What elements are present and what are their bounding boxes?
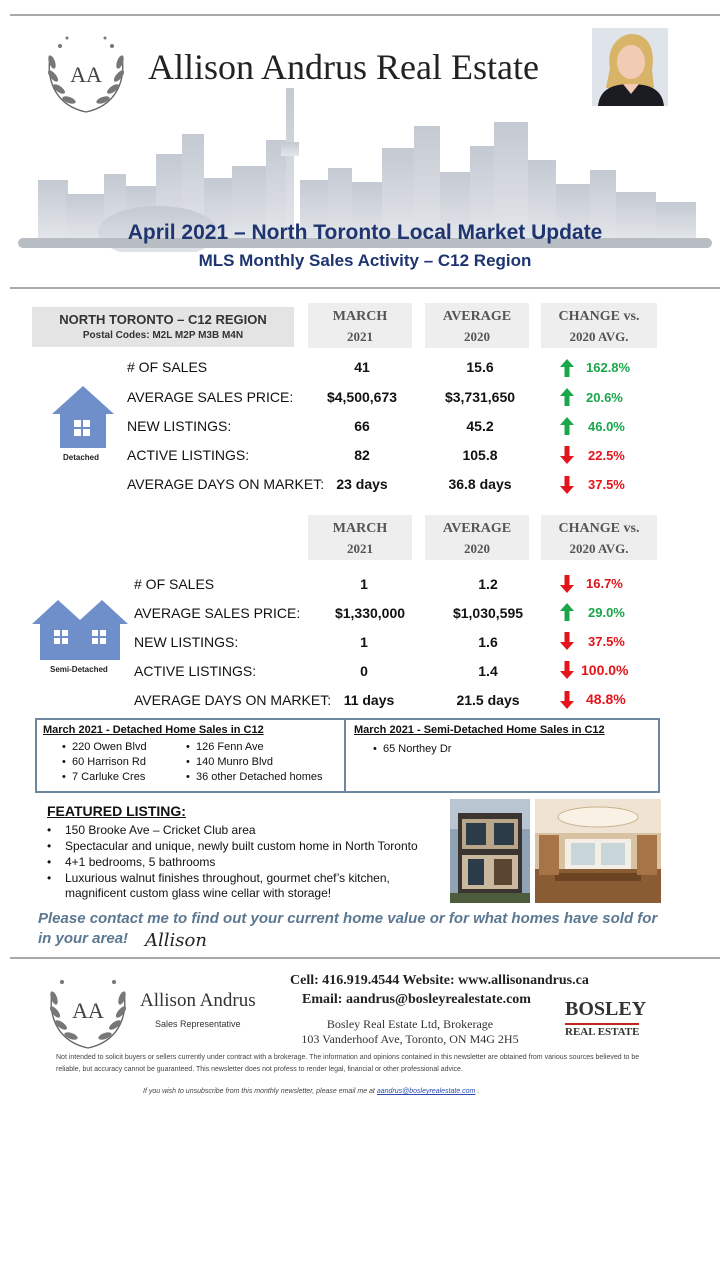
bosley-logo-top: BOSLEY	[565, 998, 647, 1020]
detached-march-value: 41	[354, 359, 370, 375]
detached-average-value: 36.8 days	[448, 476, 512, 492]
detached-sale-item: • 126 Fenn Ave	[186, 741, 264, 753]
detached-average-value: 45.2	[466, 418, 494, 434]
detached-change-value: 20.6%	[586, 390, 623, 405]
col-header-change: CHANGE vs. 2020 AVG.	[541, 515, 657, 560]
detached-change-value: 22.5%	[588, 448, 625, 463]
semi-average-value: 21.5 days	[456, 692, 520, 708]
section-divider	[10, 287, 720, 289]
detached-march-value: 66	[354, 418, 370, 434]
region-header	[32, 307, 294, 347]
featured-bullet-continued: magnificent custom glass wine cellar with storage!	[65, 886, 332, 900]
col-header-average: AVERAGE 2020	[425, 515, 529, 560]
sales-box-divider	[344, 720, 346, 791]
postal-codes: Postal Codes: M2L M2P M3B M4N	[82, 330, 244, 341]
semi-average-value: 1.2	[478, 576, 498, 592]
col-header-average: AVERAGE 2020	[425, 303, 529, 348]
detached-march-value: 82	[354, 447, 370, 463]
up-arrow-icon	[560, 359, 574, 377]
col-header-march: MARCH 2021	[308, 515, 412, 560]
col-header-march: MARCH 2021	[308, 303, 412, 348]
detached-row-label: ACTIVE LISTINGS:	[127, 447, 250, 463]
footer-logo-monogram: AA	[72, 998, 104, 1023]
listing-exterior-photo	[450, 799, 530, 903]
detached-house-icon	[50, 384, 116, 450]
semi-sales-title: March 2021 - Semi-Detached Home Sales in C12	[354, 724, 605, 736]
market-update-subtitle: MLS Monthly Sales Activity – C12 Region	[198, 251, 532, 270]
detached-change-value: 46.0%	[588, 419, 625, 434]
footer-laurel-logo-icon	[42, 962, 134, 1054]
detached-sale-item: • 220 Owen Blvd	[62, 741, 147, 753]
down-arrow-icon	[560, 575, 574, 593]
brokerage-name: Bosley Real Estate Ltd, Brokerage	[326, 1017, 494, 1031]
semi-row-label: # OF SALES	[134, 576, 215, 592]
listing-interior-photo	[535, 799, 661, 903]
up-arrow-icon	[560, 388, 574, 406]
down-arrow-icon	[560, 691, 574, 709]
semi-march-value: 1	[360, 576, 368, 592]
detached-sale-item: • 140 Munro Blvd	[186, 756, 274, 768]
featured-bullet: • Luxurious walnut finishes throughout, gourmet chef’s kitchen,	[47, 871, 390, 885]
up-arrow-icon	[560, 417, 574, 435]
semi-row-label: NEW LISTINGS:	[134, 634, 239, 650]
market-update-title: April 2021 – North Toronto Local Market Update	[127, 221, 603, 244]
featured-bullet: • 4+1 bedrooms, 5 bathrooms	[47, 855, 216, 869]
down-arrow-icon	[560, 476, 574, 494]
detached-march-value: 23 days	[336, 476, 388, 492]
detached-sale-item: • 7 Carluke Cres	[62, 771, 146, 783]
col-header-change: CHANGE vs. 2020 AVG.	[541, 303, 657, 348]
unsubscribe-note: If you wish to unsubscribe from this monthly newsletter, please email me at aandrus@bosleyrealestate.com .	[143, 1088, 480, 1095]
semi-change-value: 29.0%	[588, 605, 625, 620]
email-line[interactable]: Email: aandrus@bosleyrealestate.com	[302, 992, 531, 1007]
footer-divider	[10, 957, 720, 959]
semi-march-value: 0	[360, 663, 368, 679]
detached-row-label: # OF SALES	[127, 359, 208, 375]
semi-change-value: 37.5%	[588, 634, 625, 649]
semi-average-value: 1.4	[478, 663, 498, 679]
featured-bullet: • 150 Brooke Ave – Cricket Club area	[47, 823, 256, 837]
semi-march-value: 11 days	[343, 692, 395, 708]
detached-average-value: $3,731,650	[444, 389, 516, 405]
down-arrow-icon	[560, 661, 574, 679]
semi-row-label: AVERAGE DAYS ON MARKET:	[134, 692, 332, 708]
logo-monogram: AA	[70, 62, 102, 87]
agent-role: Sales Representative	[155, 1019, 241, 1029]
detached-change-value: 37.5%	[588, 477, 625, 492]
brokerage-address: 103 Vanderhoof Ave, Toronto, ON M4G 2H5	[301, 1032, 519, 1046]
top-divider	[10, 14, 720, 16]
semi-average-value: 1.6	[478, 634, 498, 650]
signature: Allison	[145, 930, 207, 951]
unsubscribe-email-link[interactable]: aandrus@bosleyrealestate.com	[376, 1088, 476, 1095]
detached-march-value: $4,500,673	[326, 389, 398, 405]
detached-average-value: 15.6	[466, 359, 494, 375]
semi-row-label: AVERAGE SALES PRICE:	[134, 605, 301, 621]
agent-name: Allison Andrus	[140, 990, 256, 1011]
detached-change-value: 162.8%	[586, 360, 631, 375]
detached-row-label: NEW LISTINGS:	[127, 418, 232, 434]
detached-sale-item: • 60 Harrison Rd	[62, 756, 146, 768]
semi-detached-caption: Semi-Detached	[50, 665, 108, 674]
semi-march-value: 1	[360, 634, 368, 650]
detached-sales-title: March 2021 - Detached Home Sales in C12	[43, 724, 264, 736]
contact-call-to-action: Please contact me to find out your current home value or for what homes have sold for in your area!	[38, 910, 658, 947]
detached-row-label: AVERAGE DAYS ON MARKET:	[127, 476, 325, 492]
detached-row-label: AVERAGE SALES PRICE:	[127, 389, 294, 405]
cell-website-line[interactable]: Cell: 416.919.4544 Website: www.allisonandrus.ca	[290, 973, 589, 988]
up-arrow-icon	[560, 603, 574, 621]
detached-sale-item: • 36 other Detached homes	[186, 771, 323, 783]
semi-sale-item: • 65 Northey Dr	[373, 743, 452, 755]
semi-average-value: $1,030,595	[452, 605, 524, 621]
semi-march-value: $1,330,000	[334, 605, 406, 621]
featured-listing-title: FEATURED LISTING:	[47, 803, 186, 819]
semi-change-value: 16.7%	[586, 576, 623, 591]
semi-row-label: ACTIVE LISTINGS:	[134, 663, 257, 679]
company-title: Allison Andrus Real Estate	[148, 47, 539, 87]
disclaimer: Not intended to solicit buyers or sellers currently under contract with a brokerage. The information and opinions contained in this newsletter are obtained from various sources believed to be reliable, but accuracy cannot be guaranteed. This newsletter does not profess to render legal, financial or other professional advice.	[56, 1054, 640, 1073]
semi-change-value: 48.8%	[586, 691, 626, 707]
detached-average-value: 105.8	[462, 447, 498, 463]
semi-detached-house-icon	[32, 600, 128, 660]
featured-bullet: • Spectacular and unique, newly built custom home in North Toronto	[47, 839, 418, 853]
region-name: NORTH TORONTO – C12 REGION	[59, 312, 267, 327]
bosley-logo-bottom: REAL ESTATE	[565, 1023, 639, 1038]
detached-caption: Detached	[63, 453, 100, 462]
down-arrow-icon	[560, 446, 574, 464]
down-arrow-icon	[560, 632, 574, 650]
semi-change-value: 100.0%	[581, 662, 629, 678]
